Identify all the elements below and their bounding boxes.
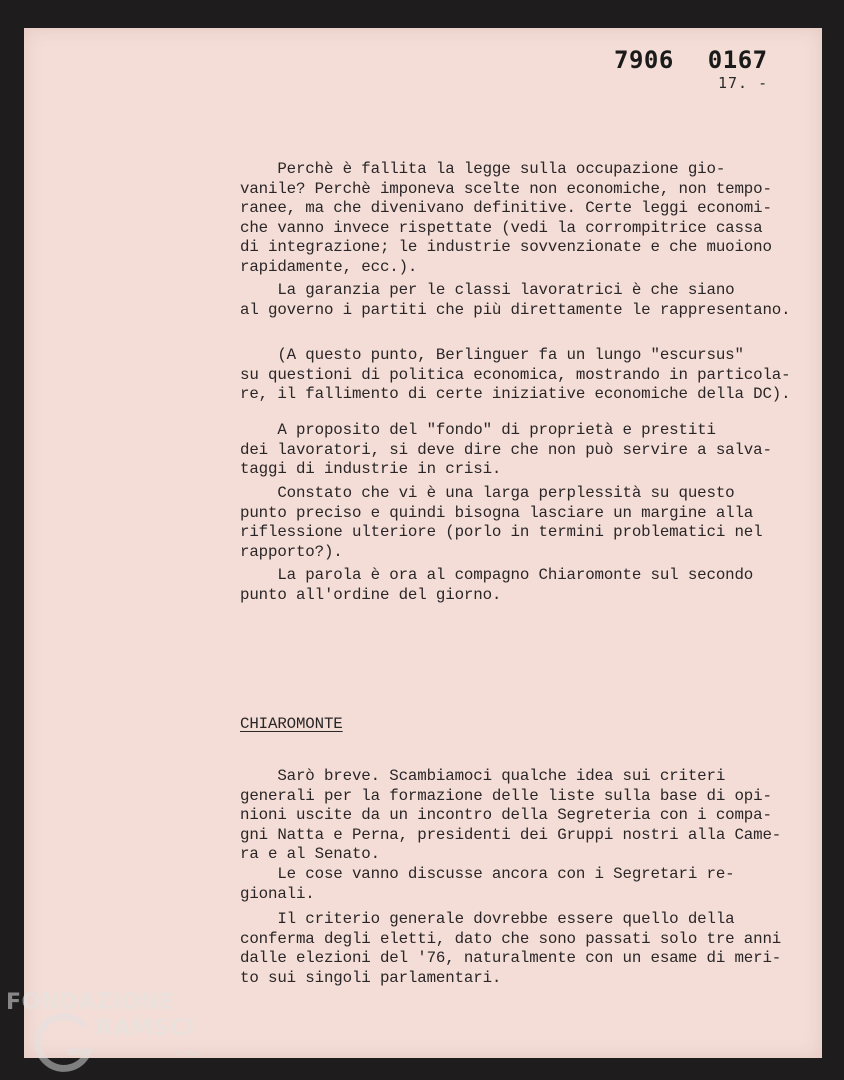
paragraph-workers-fund: A proposito del "fondo" di proprietà e prestiti dei lavoratori, si deve dire che non può servire a salva- taggi di industrie in crisi.: [240, 421, 772, 479]
paragraph-perplexity: Constato che vi è una larga perplessità su questo punto preciso e quindi bisogna lasciare un margine alla riflessione ulteriore (porlo in termini problematici nel rapporto?).: [240, 484, 763, 561]
paragraph-regional-secretaries: Le cose vanno discusse ancora con i Segretari re- gionali.: [240, 865, 735, 903]
speaker-heading: CHIAROMONTE: [240, 715, 343, 733]
paragraph-workers-guarantee: La garanzia per le classi lavoratrici è che siano al governo i partiti che più direttamente le rappresentano.: [240, 281, 791, 319]
paragraph-youth-employment-law: Perchè è fallita la legge sulla occupazione gio- vanile? Perchè imponeva scelte non economiche, non tempo- ranee, ma che divenivano definitive. Certe leggi economi- che vanno invece rispettate (vedi la corrompitrice cassa di integrazione; le industrie sovvenzionate e che muoiono rapidamente, ecc.).: [240, 160, 772, 276]
document-page: [24, 28, 822, 1058]
paragraph-confirmation-elected: Il criterio generale dovrebbe essere quello della conferma degli eletti, dato che sono passati solo tre anni dalle elezioni del '76, naturalmente con un esame di meri- to sui singoli parlamentari.: [240, 910, 782, 987]
paragraph-chiaromonte-floor: La parola è ora al compagno Chiaromonte sul secondo punto all'ordine del giorno.: [240, 566, 754, 604]
watermark-line-1: FONDAZIONE: [6, 990, 175, 1015]
archive-sheet: 0167: [707, 46, 768, 74]
paragraph-berlinguer-excursus: (A questo punto, Berlinguer fa un lungo "escursus" su questioni di politica economica, mostrando in particola- re, il fallimento di certe iniziative economiche della DC).: [240, 346, 791, 404]
watermark-suffix: onlus: [174, 1048, 201, 1059]
page-number: 17. -: [718, 74, 769, 92]
fondazione-gramsci-watermark: [0, 986, 220, 1080]
archive-reference-number: [614, 46, 768, 74]
watermark-line-2: RAMSCI: [96, 1016, 196, 1041]
watermark-g-logo-icon: [34, 1012, 96, 1074]
archive-series: 7906: [614, 46, 674, 74]
paragraph-criteria-lists: Sarò breve. Scambiamoci qualche idea sui criteri generali per la formazione delle liste sulla base di opi- nioni uscite da un incontro della Segreteria con i compa- gni Natta e Perna, presidenti dei Gruppi nostri alla Came- ra e al Senato.: [240, 767, 782, 864]
